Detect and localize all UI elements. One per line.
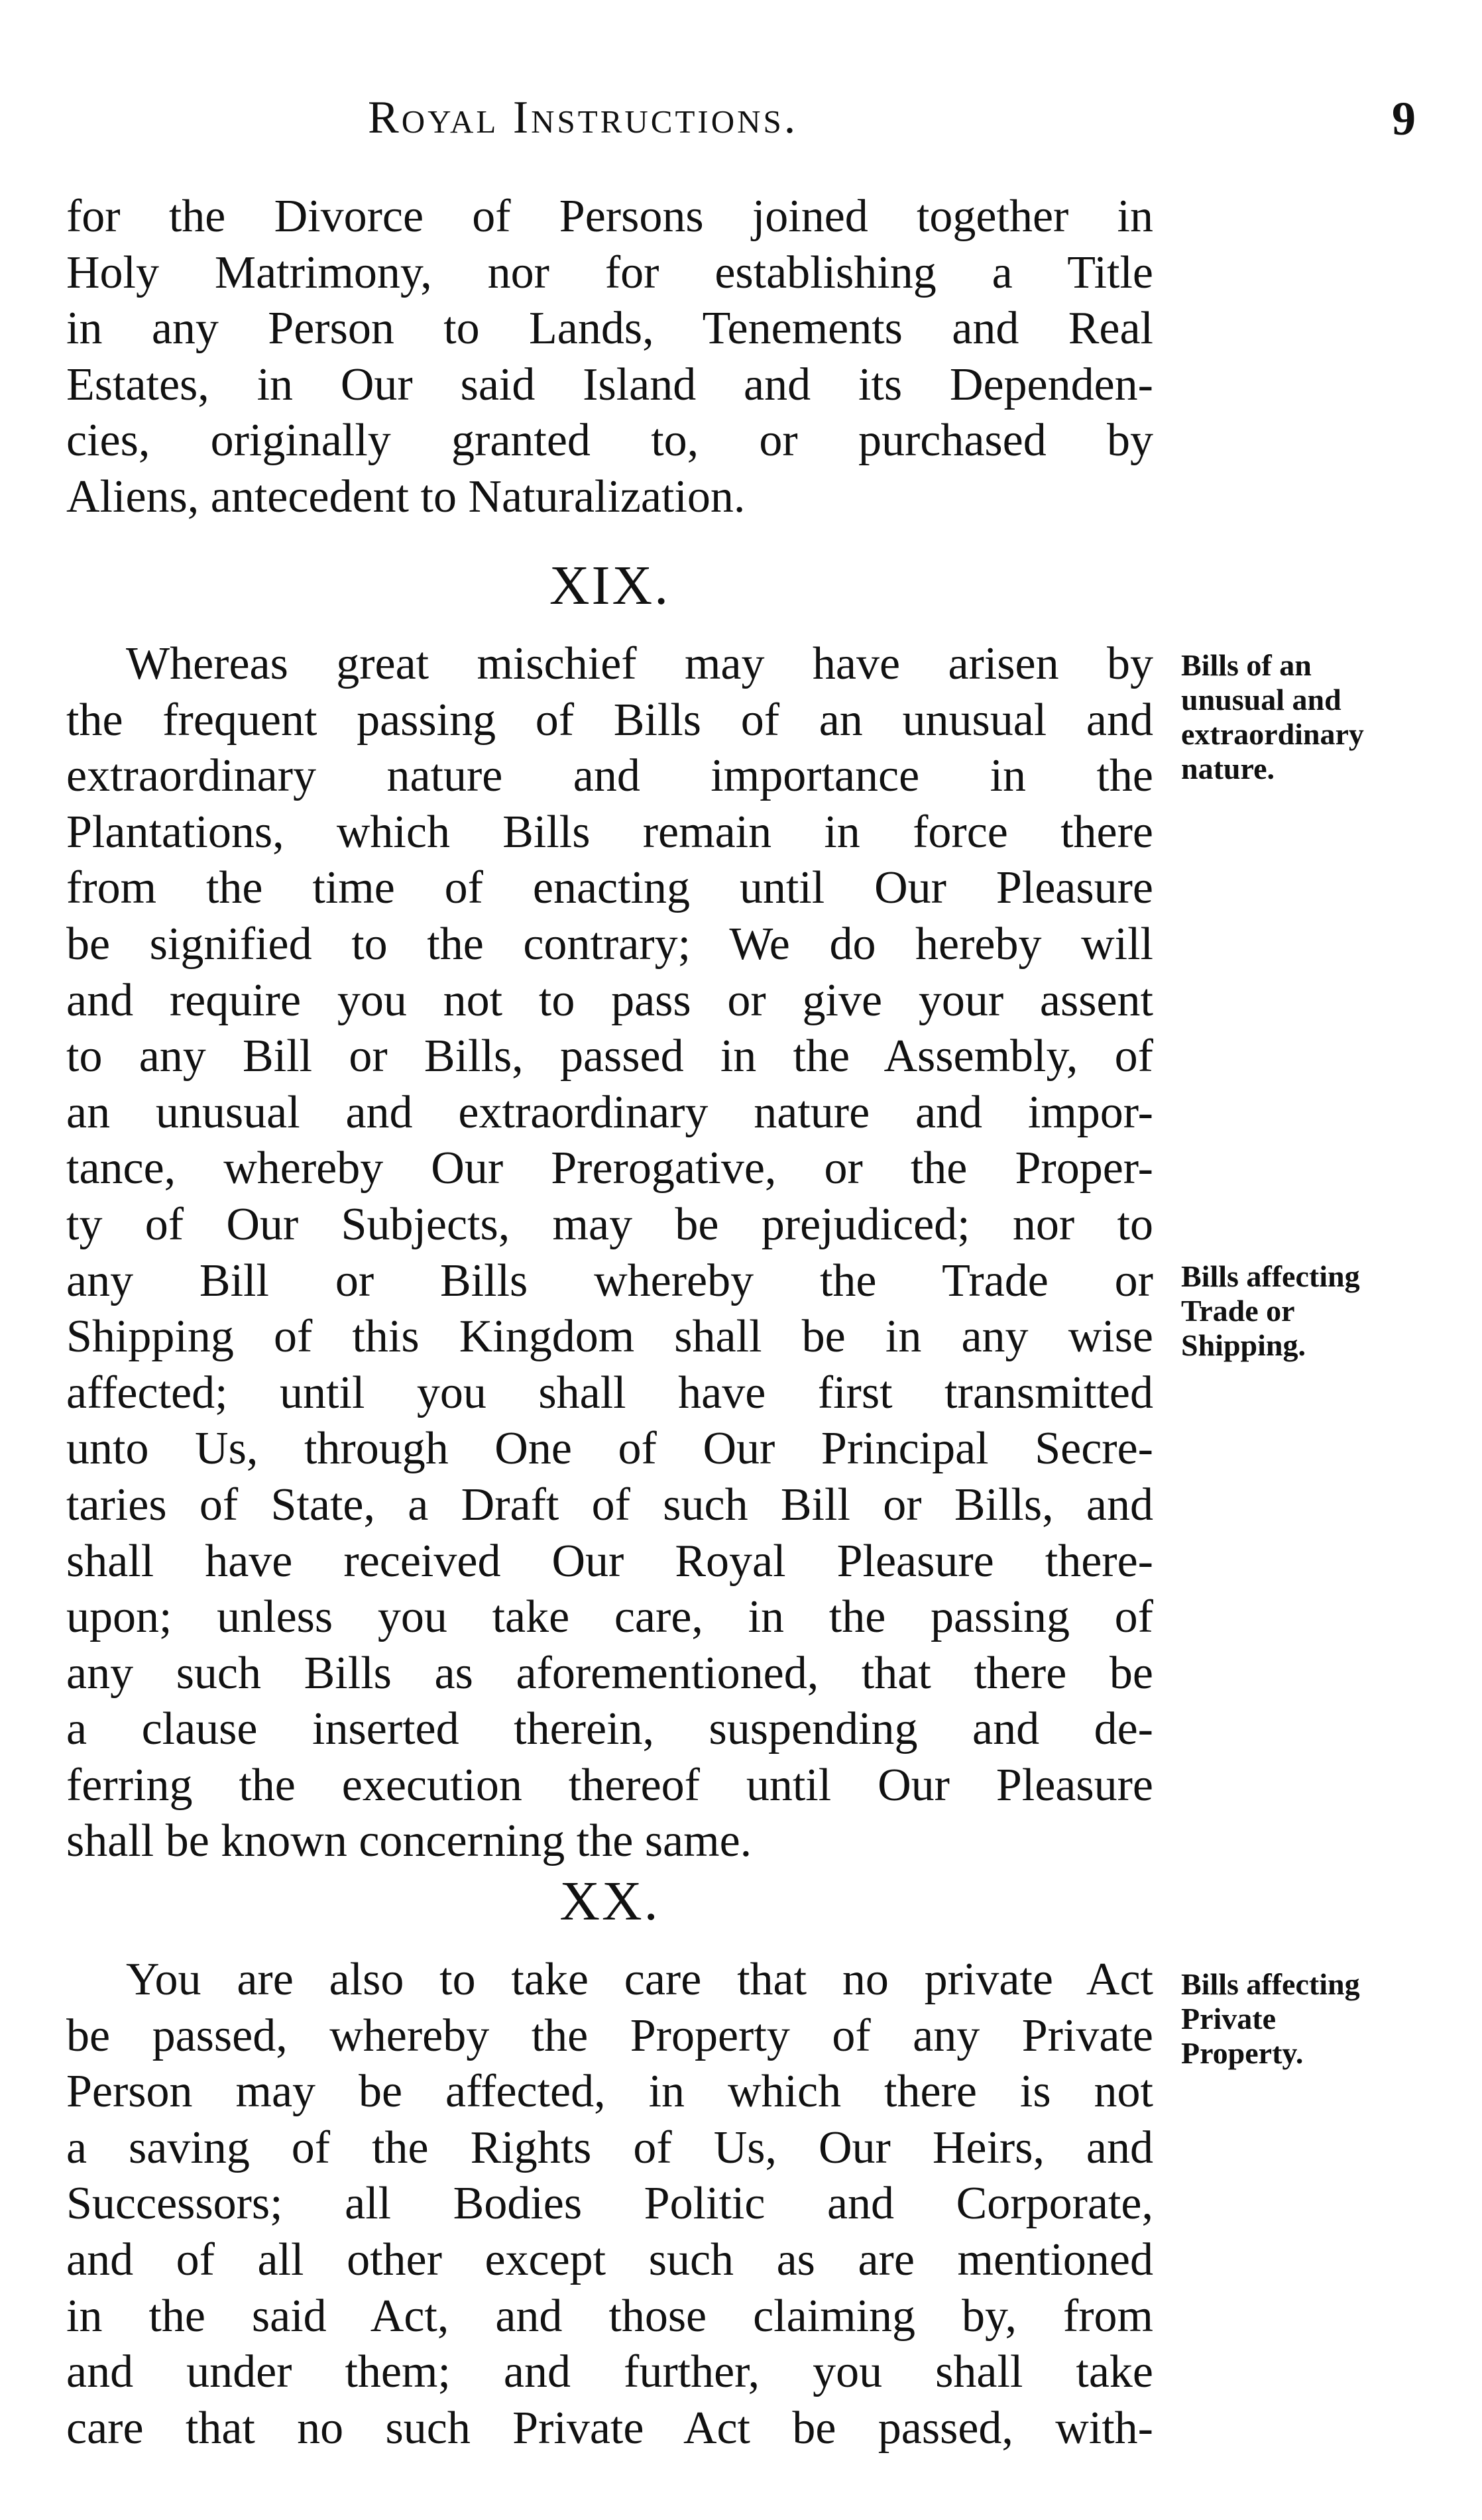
marginal-note-line: Private [1181,2002,1277,2035]
section-heading-xx: XX. [559,1870,660,1932]
text-line: Person may be affected, in which there is not [66,2066,1153,2118]
text-line: the frequent passing of Bills of an unusual and [66,694,1153,746]
text-line: cies, originally granted to, or purchased by [66,415,1153,467]
section-heading-xix: XIX. [549,555,671,616]
text-line: in any Person to Lands, Tenements and Real [66,303,1153,355]
marginal-note-line: Bills affecting [1181,1967,1360,2001]
marginal-note-line: Property. [1181,2036,1304,2070]
text-line: Plantations, which Bills remain in force there [66,806,1153,858]
text-line: Successors; all Bodies Politic and Corporate, [66,2178,1153,2230]
paragraph-xviii-continuation [66,189,1153,526]
marginal-note-line: unusual and [1181,683,1341,716]
text-line: extraordinary nature and importance in the [66,750,1153,802]
text-line: in the said Act, and those claiming by, from [66,2290,1153,2342]
text-line: You are also to take care that no private Act [126,1954,1153,2005]
paragraph-xx [66,1952,1153,2456]
text-line: for the Divorce of Persons joined together in [66,191,1153,242]
running-title: Royal Instructions. [368,92,799,143]
marginal-note-trade-shipping [1181,1259,1360,1363]
text-line: Shipping of this Kingdom shall be in any wise [66,1311,1153,1363]
marginal-note-line: Bills of an [1181,648,1312,682]
text-line: shall be known concerning the same. [66,1815,752,1867]
text-line: and under them; and further, you shall take [66,2346,1153,2398]
text-line: taries of State, a Draft of such Bill or Bills, and [66,1479,1153,1530]
marginal-note-line: Shipping. [1181,1328,1306,1362]
marginal-note-line: nature. [1181,752,1275,785]
text-line: from the time of enacting until Our Pleasure [66,862,1153,914]
marginal-note-private-property [1181,1967,1360,2071]
text-line: be passed, whereby the Property of any Private [66,2010,1153,2061]
page-header [0,91,1482,158]
text-line: Estates, in Our said Island and its Dependen- [66,359,1153,410]
text-line: care that no such Private Act be passed, with- [66,2402,1153,2454]
page-number: 9 [1392,92,1416,145]
text-line: be signified to the contrary; We do hereby will [66,918,1153,970]
text-line: any such Bills as aforementioned, that there be [66,1647,1153,1699]
paragraph-xix [66,636,1153,1870]
text-line: ty of Our Subjects, may be prejudiced; nor to [66,1198,1153,1250]
marginal-note-line: Trade or [1181,1294,1295,1328]
text-line: unto Us, through One of Our Principal Secre- [66,1423,1153,1475]
text-line: and require you not to pass or give your assent [66,974,1153,1026]
marginal-note-line: extraordinary [1181,717,1364,751]
text-line: a clause inserted therein, suspending and de- [66,1703,1153,1755]
text-line: Whereas great mischief may have arisen by [126,638,1153,689]
text-line: an unusual and extraordinary nature and impor- [66,1086,1153,1138]
text-line: ferring the execution thereof until Our Pleasure [66,1759,1153,1811]
text-line: any Bill or Bills whereby the Trade or [66,1255,1153,1306]
text-line: to any Bill or Bills, passed in the Assembly, of [66,1031,1153,1082]
text-line: tance, whereby Our Prerogative, or the Proper- [66,1143,1153,1194]
text-line: affected; until you shall have first transmitted [66,1367,1153,1418]
marginal-note-line: Bills affecting [1181,1259,1360,1293]
text-line: Aliens, antecedent to Naturalization. [66,471,746,522]
text-line: upon; unless you take care, in the passing of [66,1591,1153,1643]
text-line: a saving of the Rights of Us, Our Heirs, and [66,2122,1153,2173]
marginal-note-unusual-bills [1181,648,1364,786]
text-line: Holy Matrimony, nor for establishing a Title [66,247,1153,298]
text-line: and of all other except such as are mentioned [66,2234,1153,2285]
text-line: shall have received Our Royal Pleasure there- [66,1535,1153,1587]
